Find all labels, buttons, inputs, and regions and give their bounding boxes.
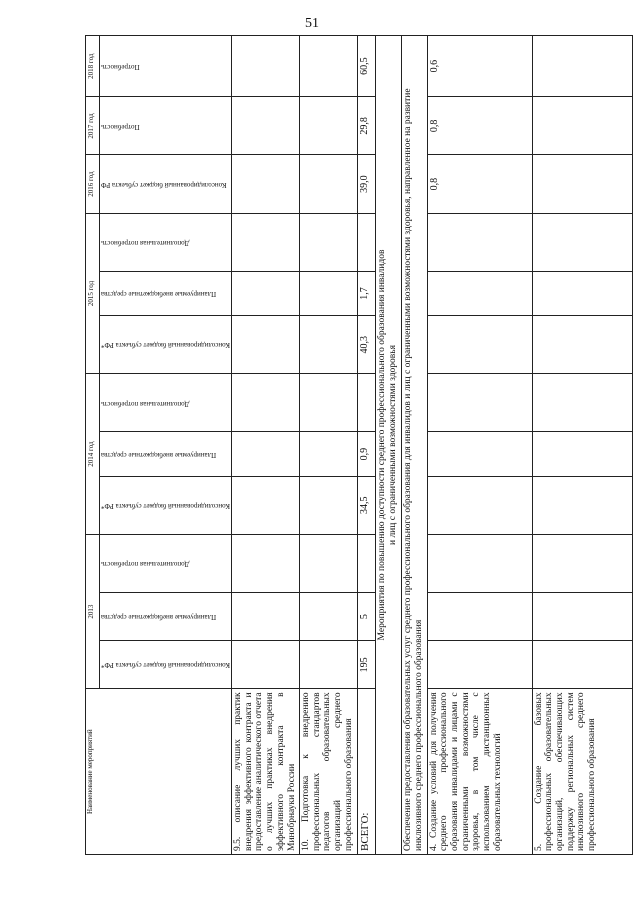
subheader-label: Потребность: [101, 62, 140, 71]
subheader-label: Консолидированный бюджет субъекта РФ*: [101, 501, 230, 510]
value-cell: [231, 534, 299, 592]
value-cell: [427, 213, 532, 271]
page-number: 51: [305, 16, 319, 31]
value-cell: 60,5: [357, 36, 375, 97]
section-row: [375, 36, 401, 855]
row-name: 5. Создание базовых профессиональных образовательных организаций, обеспечивающих поддержку региональных систем инклюзивного среднего профессионального образования: [532, 689, 632, 855]
value-cell: [532, 476, 632, 534]
value-cell: [532, 213, 632, 271]
total-row: [357, 36, 375, 855]
value-cell: 5: [357, 593, 375, 641]
value-cell: [532, 593, 632, 641]
subheader-cell: [100, 36, 232, 97]
value-cell: [299, 374, 357, 432]
value-cell: [357, 213, 375, 271]
subheader-cell: [100, 641, 232, 689]
value-cell: [532, 316, 632, 374]
subheader-cell: [100, 155, 232, 213]
value-cell: 1,7: [357, 271, 375, 315]
section-title: [375, 36, 401, 855]
value-cell: [427, 534, 532, 592]
value-cell: [231, 476, 299, 534]
value-cell: [427, 476, 532, 534]
value-cell: 34,5: [357, 476, 375, 534]
subheader-label: Планируемые внебюджетные средства: [101, 450, 217, 459]
value-cell: 0,8: [427, 155, 532, 213]
value-cell: [427, 593, 532, 641]
value-cell: [231, 641, 299, 689]
value-cell: [427, 641, 532, 689]
name-column-header: Наименование мероприятий: [86, 689, 232, 855]
value-cell: 195: [357, 641, 375, 689]
value-cell: [299, 476, 357, 534]
subheader-label: Планируемые внебюджетные средства: [101, 613, 217, 622]
value-cell: [427, 374, 532, 432]
budget-table: [85, 35, 633, 855]
value-cell: 0,6: [427, 36, 532, 97]
value-cell: [231, 374, 299, 432]
value-cell: [532, 534, 632, 592]
subheader-cell: [100, 534, 232, 592]
year-header: 2017 год: [86, 97, 100, 155]
value-cell: [427, 316, 532, 374]
value-cell: 40,3: [357, 316, 375, 374]
subheader-label: Консолидированный бюджет субъекта РФ*: [101, 341, 230, 350]
header-years-row: [86, 36, 100, 855]
value-cell: [299, 271, 357, 315]
value-cell: [532, 374, 632, 432]
subheader-label: Консолидированный бюджет субъекта РФ: [101, 180, 227, 189]
subheader-label: Дополнительная потребность: [101, 238, 190, 247]
value-cell: [532, 271, 632, 315]
total-label: ВСЕГО:: [357, 689, 375, 855]
value-cell: [532, 432, 632, 476]
subheader-label: Потребность: [101, 122, 140, 131]
value-cell: [532, 97, 632, 155]
section-title-line: и лиц с ограниченными возможностями здоровья: [388, 345, 399, 546]
value-cell: [532, 36, 632, 97]
subheader-label: Консолидированный бюджет субъекта РФ*: [101, 661, 230, 670]
subheader-label: Дополнительная потребность: [101, 560, 190, 569]
subheader-cell: [100, 271, 232, 315]
value-cell: [427, 271, 532, 315]
year-header: 2015 год: [86, 213, 100, 374]
subheader-label: Дополнительная потребность: [101, 399, 190, 408]
rotated-table-page: [85, 35, 620, 855]
row-name: 4. Создание условий для получения среднего профессионального образования инвалидами и лицами с ограниченными возможностями здоровья, в том числе с использованием дистанционных образовательных технологий: [427, 689, 532, 855]
value-cell: [357, 534, 375, 592]
subheader-cell: [100, 213, 232, 271]
year-header: 2014 год: [86, 374, 100, 535]
subheader-cell: [100, 476, 232, 534]
value-cell: [299, 534, 357, 592]
value-cell: [231, 271, 299, 315]
subheader-cell: [100, 97, 232, 155]
value-cell: [532, 641, 632, 689]
value-cell: [231, 432, 299, 476]
value-cell: [299, 593, 357, 641]
value-cell: [532, 155, 632, 213]
value-cell: [299, 641, 357, 689]
value-cell: [299, 155, 357, 213]
value-cell: 29,8: [357, 97, 375, 155]
table-row: [532, 36, 632, 855]
value-cell: 0,8: [427, 97, 532, 155]
subheader-cell: [100, 593, 232, 641]
value-cell: [299, 36, 357, 97]
value-cell: [231, 155, 299, 213]
year-header: 2018 год: [86, 36, 100, 97]
subheader-cell: [100, 316, 232, 374]
value-cell: [427, 432, 532, 476]
table-row: [427, 36, 532, 855]
value-cell: [231, 36, 299, 97]
value-cell: [299, 213, 357, 271]
section-title-line: Мероприятия по повышению доступности среднего профессионального образования инвалидов: [376, 249, 387, 641]
value-cell: [299, 432, 357, 476]
value-cell: [299, 316, 357, 374]
table-row: [231, 36, 299, 855]
value-cell: [231, 97, 299, 155]
subheader-cell: [100, 432, 232, 476]
value-cell: [299, 97, 357, 155]
value-cell: [357, 374, 375, 432]
subsection-row: [401, 36, 427, 855]
table-row: [299, 36, 357, 855]
row-name: 10. Подготовка к внедрению профессиональных стандартов педагогов образовательных организаций среднего профессионального образования: [299, 689, 357, 855]
value-cell: 0,9: [357, 432, 375, 476]
year-header: 2016 год: [86, 155, 100, 213]
section-subtitle: Обеспечение предоставления образовательных услуг среднего профессионального образования для инвалидов и лиц с ограниченными возможностями здоровья, направленное на развитие инклюзивного среднего профессионального образования: [401, 36, 427, 855]
row-name: 9.5. описание лучших практик внедрения эффективного контракта и предоставление аналитического отчета о лучших практиках внедрения эффективного контракта в Минобрнауки России: [231, 689, 299, 855]
value-cell: [231, 213, 299, 271]
year-header: 2013: [86, 534, 100, 689]
subheader-cell: [100, 374, 232, 432]
value-cell: [231, 593, 299, 641]
value-cell: 39,0: [357, 155, 375, 213]
subheader-label: Планируемые внебюджетные средства: [101, 290, 217, 299]
value-cell: [231, 316, 299, 374]
